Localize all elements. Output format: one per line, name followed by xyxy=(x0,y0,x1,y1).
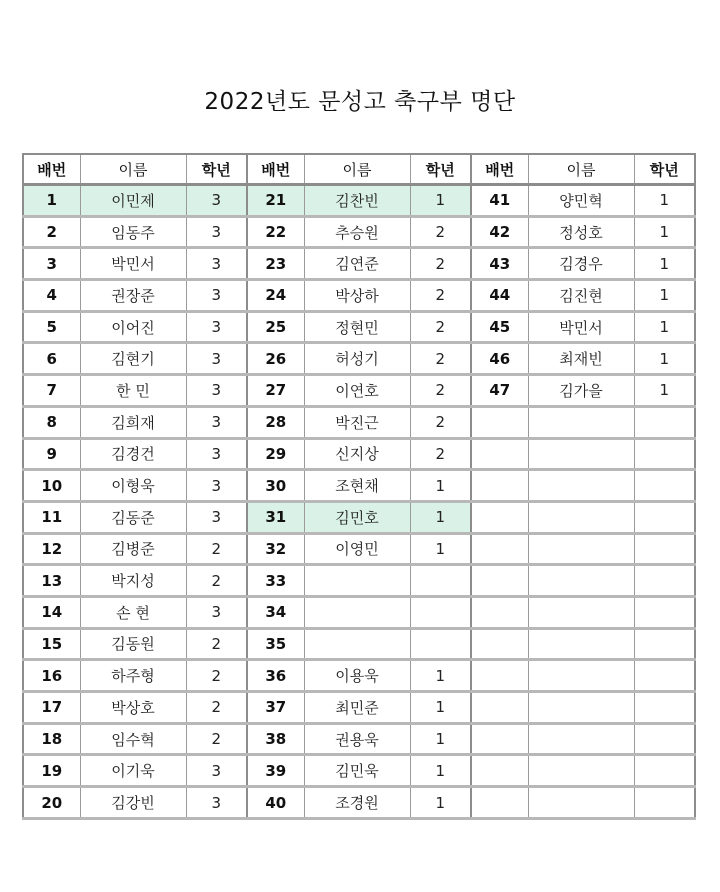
player-grade xyxy=(410,596,471,628)
player-grade xyxy=(410,565,471,597)
player-number: 37 xyxy=(247,692,304,724)
player-name xyxy=(528,660,634,692)
player-name xyxy=(528,692,634,724)
player-name: 박상호 xyxy=(80,692,186,724)
player-grade: 3 xyxy=(186,406,247,438)
player-name: 이연호 xyxy=(304,375,410,407)
player-grade: 2 xyxy=(410,280,471,312)
player-number: 14 xyxy=(23,596,80,628)
table-header-row xyxy=(23,154,695,185)
player-name xyxy=(528,596,634,628)
player-grade: 1 xyxy=(634,248,695,280)
player-name: 임동주 xyxy=(80,216,186,248)
player-name: 이형욱 xyxy=(80,470,186,502)
player-number: 25 xyxy=(247,311,304,343)
player-grade: 3 xyxy=(186,470,247,502)
player-number: 42 xyxy=(471,216,528,248)
player-name: 김민호 xyxy=(304,501,410,533)
player-name xyxy=(528,406,634,438)
header-number: 배번 xyxy=(471,154,528,185)
player-name: 김연준 xyxy=(304,248,410,280)
player-name xyxy=(304,596,410,628)
table-row xyxy=(23,660,695,692)
player-name: 양민혁 xyxy=(528,185,634,217)
player-name: 임수혁 xyxy=(80,723,186,755)
player-number: 27 xyxy=(247,375,304,407)
player-number: 17 xyxy=(23,692,80,724)
player-grade: 3 xyxy=(186,787,247,819)
player-grade: 2 xyxy=(410,406,471,438)
table-row xyxy=(23,406,695,438)
table-row xyxy=(23,280,695,312)
player-number: 12 xyxy=(23,533,80,565)
player-number xyxy=(471,692,528,724)
player-number: 10 xyxy=(23,470,80,502)
player-grade: 3 xyxy=(186,343,247,375)
player-grade: 3 xyxy=(186,216,247,248)
player-grade: 3 xyxy=(186,438,247,470)
player-name: 김민욱 xyxy=(304,755,410,787)
player-grade xyxy=(634,406,695,438)
player-name: 한 민 xyxy=(80,375,186,407)
player-name: 이영민 xyxy=(304,533,410,565)
header-grade: 학년 xyxy=(634,154,695,185)
player-number xyxy=(471,723,528,755)
player-name xyxy=(528,755,634,787)
player-name: 김동원 xyxy=(80,628,186,660)
player-number xyxy=(471,470,528,502)
player-grade: 1 xyxy=(634,375,695,407)
player-name: 신지상 xyxy=(304,438,410,470)
player-number: 43 xyxy=(471,248,528,280)
roster-table xyxy=(22,153,696,820)
player-name: 김병준 xyxy=(80,533,186,565)
player-number: 11 xyxy=(23,501,80,533)
player-name: 이용욱 xyxy=(304,660,410,692)
player-grade: 2 xyxy=(410,343,471,375)
player-grade: 2 xyxy=(410,438,471,470)
player-number: 8 xyxy=(23,406,80,438)
player-number: 1 xyxy=(23,185,80,217)
player-grade: 1 xyxy=(410,533,471,565)
player-name xyxy=(528,628,634,660)
player-grade: 3 xyxy=(186,185,247,217)
player-grade xyxy=(634,438,695,470)
player-name xyxy=(304,565,410,597)
player-number: 47 xyxy=(471,375,528,407)
player-number: 3 xyxy=(23,248,80,280)
player-name: 김강빈 xyxy=(80,787,186,819)
player-number: 33 xyxy=(247,565,304,597)
player-grade: 3 xyxy=(186,248,247,280)
player-number: 20 xyxy=(23,787,80,819)
player-grade: 1 xyxy=(410,755,471,787)
player-number xyxy=(471,565,528,597)
player-grade: 1 xyxy=(634,280,695,312)
player-grade xyxy=(634,787,695,819)
table-row xyxy=(23,343,695,375)
table-row xyxy=(23,248,695,280)
table-row xyxy=(23,375,695,407)
player-name: 박진근 xyxy=(304,406,410,438)
player-number xyxy=(471,596,528,628)
player-grade: 3 xyxy=(186,375,247,407)
player-number xyxy=(471,787,528,819)
player-number xyxy=(471,438,528,470)
player-name: 김경우 xyxy=(528,248,634,280)
table-row xyxy=(23,501,695,533)
player-name xyxy=(528,438,634,470)
table-row xyxy=(23,723,695,755)
player-grade xyxy=(634,660,695,692)
player-name: 최민준 xyxy=(304,692,410,724)
player-grade: 2 xyxy=(186,565,247,597)
table-row xyxy=(23,216,695,248)
player-grade: 1 xyxy=(410,723,471,755)
player-name: 최재빈 xyxy=(528,343,634,375)
header-grade: 학년 xyxy=(186,154,247,185)
player-name: 추승원 xyxy=(304,216,410,248)
player-grade: 2 xyxy=(186,628,247,660)
player-number: 7 xyxy=(23,375,80,407)
player-grade: 3 xyxy=(186,280,247,312)
player-grade: 1 xyxy=(410,660,471,692)
player-grade: 2 xyxy=(186,660,247,692)
player-name: 김희재 xyxy=(80,406,186,438)
player-number: 38 xyxy=(247,723,304,755)
player-number: 46 xyxy=(471,343,528,375)
player-name: 조현채 xyxy=(304,470,410,502)
player-number xyxy=(471,755,528,787)
player-number: 35 xyxy=(247,628,304,660)
table-row xyxy=(23,185,695,217)
player-grade xyxy=(634,501,695,533)
player-grade: 1 xyxy=(410,470,471,502)
header-number: 배번 xyxy=(23,154,80,185)
player-number: 9 xyxy=(23,438,80,470)
player-number: 39 xyxy=(247,755,304,787)
player-name: 이민제 xyxy=(80,185,186,217)
table-row xyxy=(23,533,695,565)
table-row xyxy=(23,438,695,470)
header-name: 이름 xyxy=(304,154,410,185)
player-number: 4 xyxy=(23,280,80,312)
header-name: 이름 xyxy=(80,154,186,185)
player-name: 조경원 xyxy=(304,787,410,819)
player-grade: 3 xyxy=(186,311,247,343)
player-name: 이기욱 xyxy=(80,755,186,787)
player-grade: 2 xyxy=(410,248,471,280)
player-number: 22 xyxy=(247,216,304,248)
player-grade xyxy=(634,723,695,755)
player-grade xyxy=(634,692,695,724)
player-name: 허성기 xyxy=(304,343,410,375)
player-grade: 1 xyxy=(410,185,471,217)
player-name: 박민서 xyxy=(80,248,186,280)
header-grade: 학년 xyxy=(410,154,471,185)
player-number xyxy=(471,533,528,565)
player-grade xyxy=(634,755,695,787)
player-number: 15 xyxy=(23,628,80,660)
player-name: 박지성 xyxy=(80,565,186,597)
player-name: 박상하 xyxy=(304,280,410,312)
table-row xyxy=(23,628,695,660)
player-name: 김동준 xyxy=(80,501,186,533)
page-title: 2022년도 문성고 축구부 명단 xyxy=(204,89,516,115)
player-grade xyxy=(634,470,695,502)
player-grade xyxy=(634,628,695,660)
player-number: 16 xyxy=(23,660,80,692)
table-row xyxy=(23,596,695,628)
player-name xyxy=(528,470,634,502)
player-name: 김진현 xyxy=(528,280,634,312)
player-grade: 1 xyxy=(634,216,695,248)
player-grade: 1 xyxy=(634,343,695,375)
player-grade: 3 xyxy=(186,501,247,533)
player-name: 김현기 xyxy=(80,343,186,375)
player-number: 45 xyxy=(471,311,528,343)
table-row xyxy=(23,755,695,787)
player-grade: 2 xyxy=(410,375,471,407)
player-name: 권장준 xyxy=(80,280,186,312)
player-name: 손 현 xyxy=(80,596,186,628)
player-name xyxy=(304,628,410,660)
table-row xyxy=(23,470,695,502)
player-grade xyxy=(634,533,695,565)
table-row xyxy=(23,787,695,819)
player-grade: 1 xyxy=(410,501,471,533)
player-grade: 1 xyxy=(634,311,695,343)
player-grade: 2 xyxy=(410,311,471,343)
player-grade xyxy=(410,628,471,660)
player-grade: 2 xyxy=(186,533,247,565)
player-name xyxy=(528,723,634,755)
player-grade: 3 xyxy=(186,596,247,628)
player-number: 44 xyxy=(471,280,528,312)
player-name xyxy=(528,501,634,533)
player-number: 19 xyxy=(23,755,80,787)
player-name: 김경건 xyxy=(80,438,186,470)
player-number xyxy=(471,660,528,692)
player-number: 21 xyxy=(247,185,304,217)
player-number: 2 xyxy=(23,216,80,248)
player-grade: 2 xyxy=(410,216,471,248)
player-number: 6 xyxy=(23,343,80,375)
player-name: 정현민 xyxy=(304,311,410,343)
player-name: 하주형 xyxy=(80,660,186,692)
player-grade: 1 xyxy=(634,185,695,217)
player-grade: 3 xyxy=(186,755,247,787)
player-number xyxy=(471,501,528,533)
player-number: 13 xyxy=(23,565,80,597)
player-number: 28 xyxy=(247,406,304,438)
player-grade: 2 xyxy=(186,692,247,724)
player-number xyxy=(471,406,528,438)
player-number: 24 xyxy=(247,280,304,312)
player-number: 41 xyxy=(471,185,528,217)
player-grade: 1 xyxy=(410,692,471,724)
player-grade: 1 xyxy=(410,787,471,819)
player-number: 40 xyxy=(247,787,304,819)
player-name: 김찬빈 xyxy=(304,185,410,217)
player-number: 29 xyxy=(247,438,304,470)
player-grade: 2 xyxy=(186,723,247,755)
player-number: 5 xyxy=(23,311,80,343)
player-number: 34 xyxy=(247,596,304,628)
header-name: 이름 xyxy=(528,154,634,185)
player-number: 23 xyxy=(247,248,304,280)
player-number xyxy=(471,628,528,660)
player-number: 31 xyxy=(247,501,304,533)
table-row xyxy=(23,565,695,597)
table-row xyxy=(23,311,695,343)
header-number: 배번 xyxy=(247,154,304,185)
table-row xyxy=(23,692,695,724)
player-grade xyxy=(634,596,695,628)
player-name: 이어진 xyxy=(80,311,186,343)
player-name: 정성호 xyxy=(528,216,634,248)
player-number: 32 xyxy=(247,533,304,565)
player-name xyxy=(528,787,634,819)
player-name xyxy=(528,533,634,565)
player-name: 권용욱 xyxy=(304,723,410,755)
player-name: 김가을 xyxy=(528,375,634,407)
player-name: 박민서 xyxy=(528,311,634,343)
player-name xyxy=(528,565,634,597)
player-number: 36 xyxy=(247,660,304,692)
player-number: 30 xyxy=(247,470,304,502)
player-number: 18 xyxy=(23,723,80,755)
roster-body xyxy=(23,185,695,819)
player-grade xyxy=(634,565,695,597)
player-number: 26 xyxy=(247,343,304,375)
